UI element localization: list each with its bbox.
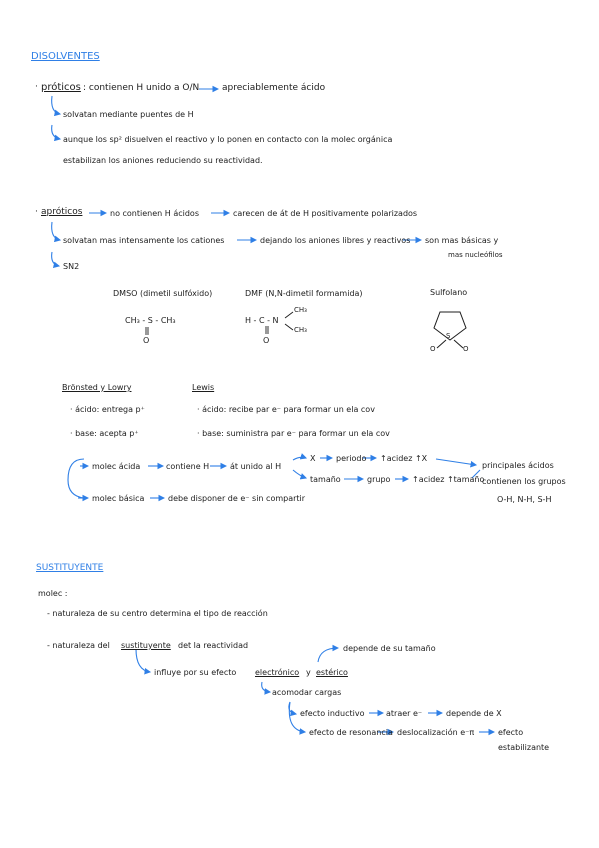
aproticos-sub1c: son mas básicas y bbox=[425, 236, 499, 245]
proticos-sub2a: aunque los sp² disuelven el reactivo y lo ponen en contacto con la molec orgánica bbox=[63, 135, 393, 144]
sustituyente-line2c: det la reactividad bbox=[178, 641, 249, 650]
contiene-h: contiene H bbox=[166, 462, 210, 471]
sustituyente-line2a: - naturaleza del bbox=[47, 641, 110, 650]
proticos-def: : contienen H unido a O/N bbox=[83, 83, 200, 93]
depende-x: depende de X bbox=[446, 709, 502, 718]
aproticos-sub1b: dejando los aniones libres y reactivos bbox=[260, 236, 411, 245]
aproticos-sub1d: mas nucleófilos bbox=[448, 251, 503, 259]
deslocalizacion: deslocalización e⁻π bbox=[397, 728, 475, 737]
bronsted-acido: · ácido: entrega p⁺ bbox=[70, 405, 145, 414]
aproticos-def2: carecen de át de H positivamente polarizados bbox=[233, 209, 418, 218]
atraer-e: atraer e⁻ bbox=[386, 709, 423, 718]
grupo-label: grupo bbox=[367, 475, 391, 484]
section-heading-disolventes: DISOLVENTES bbox=[31, 51, 100, 62]
acomodar-cargas: acomodar cargas bbox=[272, 688, 342, 697]
y-conjunction: y bbox=[306, 668, 311, 677]
dmso-formula: CH₃ - S - CH₃ bbox=[125, 316, 176, 325]
dmf-name: DMF (N,N-dimetil formamida) bbox=[245, 289, 363, 298]
sulfolano-ring bbox=[434, 312, 466, 348]
sustituyente-word: sustituyente bbox=[121, 641, 171, 650]
section-heading-sustituyente: SUSTITUYENTE bbox=[36, 563, 104, 573]
efecto-estab-2: estabilizante bbox=[498, 743, 550, 752]
lewis-acido: · ácido: recibe par e⁻ para formar un ela cov bbox=[197, 405, 375, 414]
periodo-label: periodo bbox=[336, 454, 367, 463]
grupos-list: O-H, N-H, S-H bbox=[497, 495, 552, 504]
aproticos-sn2: SN2 bbox=[63, 262, 80, 271]
electronico: electrónico bbox=[255, 668, 300, 677]
dmf-ch3-bottom: CH₃ bbox=[294, 326, 307, 334]
esterico: estérico bbox=[316, 668, 348, 677]
proticos-term: próticos bbox=[41, 82, 81, 93]
sulfolano-s: S bbox=[446, 332, 451, 340]
proticos-result: apreciablemente ácido bbox=[222, 83, 326, 93]
efecto-inductivo: efecto inductivo bbox=[300, 709, 365, 718]
bullet: · bbox=[35, 82, 38, 92]
bronsted-heading: Brönsted y Lowry bbox=[62, 383, 132, 392]
principales-acidos: principales ácidos bbox=[482, 461, 554, 470]
acidez-tamano: ↑acidez ↑tamaño bbox=[412, 475, 485, 484]
dmso-oxygen: O bbox=[143, 336, 150, 345]
lewis-base: · base: suministra par e⁻ para formar un ela cov bbox=[197, 429, 390, 438]
efecto-resonancia: efecto de resonancia bbox=[309, 728, 393, 737]
at-unido: át unido al H bbox=[230, 462, 282, 471]
dmso-name: DMSO (dimetil sulfóxido) bbox=[113, 289, 213, 298]
sulfolano-o-left: O bbox=[430, 345, 436, 353]
molec-label: molec : bbox=[38, 589, 68, 598]
efecto-estab-1: efecto bbox=[498, 728, 524, 737]
depende-tamano: depende de su tamaño bbox=[343, 644, 436, 653]
contienen-grupos: contienen los grupos bbox=[482, 477, 566, 486]
lewis-heading: Lewis bbox=[192, 383, 215, 392]
tamano-label: tamaño bbox=[310, 475, 341, 484]
aproticos-sub1: solvatan mas intensamente los cationes bbox=[63, 236, 225, 245]
acidez-x: ↑acidez ↑X bbox=[380, 454, 428, 463]
proticos-sub2b: estabilizan los aniones reduciendo su reactividad. bbox=[63, 156, 263, 165]
bronsted-base: · base: acepta p⁺ bbox=[70, 429, 139, 438]
aproticos-def: no contienen H ácidos bbox=[110, 209, 199, 218]
dmf-ch3-top: CH₃ bbox=[294, 306, 307, 314]
proticos-sub1: solvatan mediante puentes de H bbox=[63, 110, 194, 119]
dmf-formula: H - C - N bbox=[245, 316, 279, 325]
sustituyente-line1: - naturaleza de su centro determina el tipo de reacción bbox=[47, 609, 268, 618]
influye: influye por su efecto bbox=[154, 668, 237, 677]
molec-basica: molec básica bbox=[92, 494, 145, 503]
x-label: X bbox=[310, 454, 316, 463]
debe-disponer: debe disponer de e⁻ sin compartir bbox=[168, 494, 306, 503]
sulfolano-name: Sulfolano bbox=[430, 288, 468, 297]
molec-acida: molec ácida bbox=[92, 462, 141, 471]
aproticos-term: apróticos bbox=[41, 207, 83, 217]
bullet: · bbox=[35, 207, 38, 217]
sulfolano-o-right: O bbox=[463, 345, 469, 353]
dmf-oxygen: O bbox=[263, 336, 270, 345]
